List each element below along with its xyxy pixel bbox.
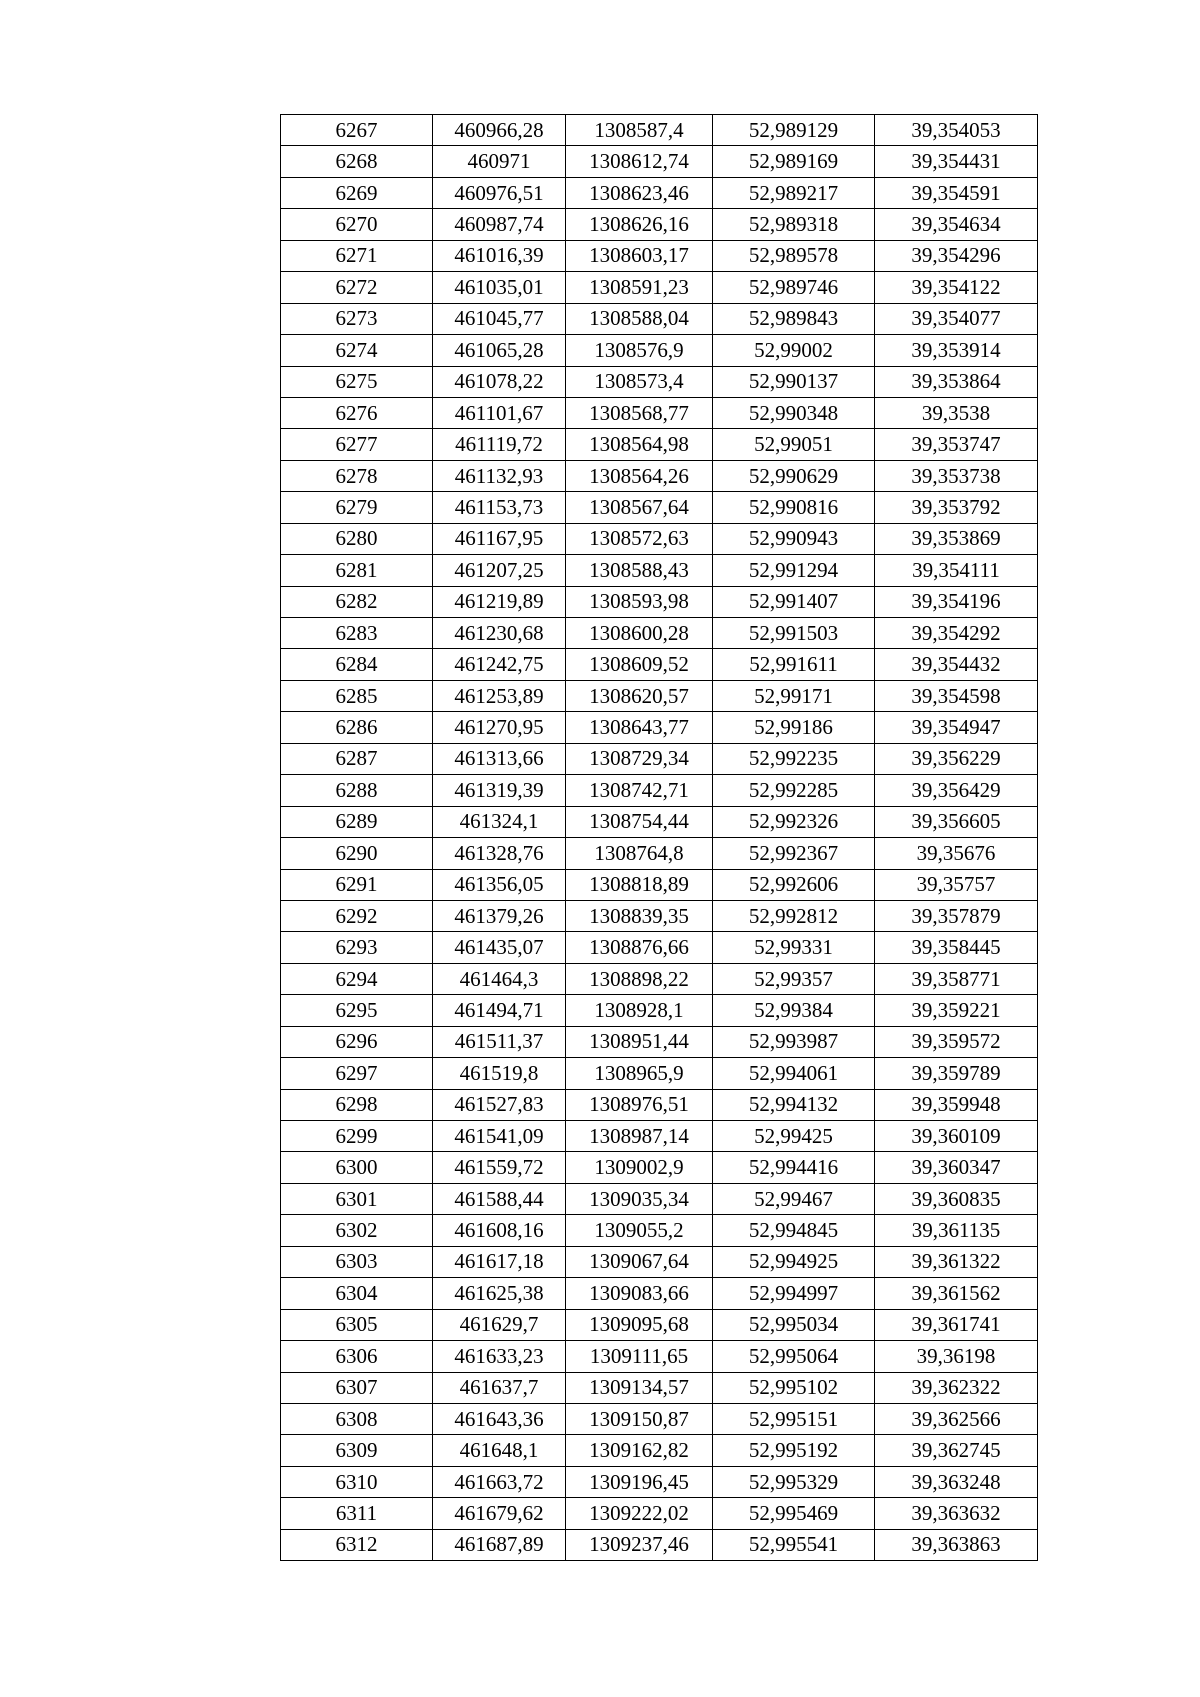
- point-number-cell: 6285: [281, 680, 433, 711]
- longitude-cell: 39,354077: [875, 303, 1038, 334]
- point-number-cell: 6301: [281, 1183, 433, 1214]
- latitude-cell: 52,994925: [713, 1246, 875, 1277]
- point-number-cell: 6291: [281, 869, 433, 900]
- table-row: [281, 303, 1038, 334]
- y-coordinate-cell: 1308620,57: [566, 680, 713, 711]
- point-number-cell: 6284: [281, 649, 433, 680]
- coordinates-table-body: [281, 115, 1038, 1561]
- point-number-cell: 6312: [281, 1529, 433, 1560]
- table-row: [281, 995, 1038, 1026]
- point-number-cell: 6298: [281, 1089, 433, 1120]
- latitude-cell: 52,995034: [713, 1309, 875, 1340]
- table-row: [281, 1372, 1038, 1403]
- longitude-cell: 39,354431: [875, 146, 1038, 177]
- y-coordinate-cell: 1308754,44: [566, 806, 713, 837]
- longitude-cell: 39,361322: [875, 1246, 1038, 1277]
- point-number-cell: 6288: [281, 775, 433, 806]
- longitude-cell: 39,353792: [875, 492, 1038, 523]
- latitude-cell: 52,995064: [713, 1341, 875, 1372]
- latitude-cell: 52,990137: [713, 366, 875, 397]
- y-coordinate-cell: 1308928,1: [566, 995, 713, 1026]
- y-coordinate-cell: 1309222,02: [566, 1498, 713, 1529]
- point-number-cell: 6277: [281, 429, 433, 460]
- y-coordinate-cell: 1308591,23: [566, 272, 713, 303]
- x-coordinate-cell: 461464,3: [433, 963, 566, 994]
- point-number-cell: 6278: [281, 460, 433, 491]
- y-coordinate-cell: 1308876,66: [566, 932, 713, 963]
- table-row: [281, 1341, 1038, 1372]
- point-number-cell: 6306: [281, 1341, 433, 1372]
- longitude-cell: 39,360109: [875, 1121, 1038, 1152]
- x-coordinate-cell: 461253,89: [433, 680, 566, 711]
- table-row: [281, 869, 1038, 900]
- y-coordinate-cell: 1308588,43: [566, 555, 713, 586]
- y-coordinate-cell: 1309196,45: [566, 1466, 713, 1497]
- y-coordinate-cell: 1308572,63: [566, 523, 713, 554]
- x-coordinate-cell: 461527,83: [433, 1089, 566, 1120]
- longitude-cell: 39,35757: [875, 869, 1038, 900]
- table-row: [281, 366, 1038, 397]
- y-coordinate-cell: 1309035,34: [566, 1183, 713, 1214]
- latitude-cell: 52,991611: [713, 649, 875, 680]
- latitude-cell: 52,995192: [713, 1435, 875, 1466]
- y-coordinate-cell: 1309150,87: [566, 1403, 713, 1434]
- latitude-cell: 52,989217: [713, 177, 875, 208]
- longitude-cell: 39,363248: [875, 1466, 1038, 1497]
- longitude-cell: 39,357879: [875, 900, 1038, 931]
- latitude-cell: 52,990629: [713, 460, 875, 491]
- x-coordinate-cell: 461219,89: [433, 586, 566, 617]
- latitude-cell: 52,992235: [713, 743, 875, 774]
- x-coordinate-cell: 461045,77: [433, 303, 566, 334]
- table-row: [281, 272, 1038, 303]
- point-number-cell: 6304: [281, 1278, 433, 1309]
- point-number-cell: 6275: [281, 366, 433, 397]
- y-coordinate-cell: 1309111,65: [566, 1341, 713, 1372]
- longitude-cell: 39,354196: [875, 586, 1038, 617]
- table-row: [281, 1403, 1038, 1434]
- x-coordinate-cell: 461230,68: [433, 618, 566, 649]
- latitude-cell: 52,990943: [713, 523, 875, 554]
- latitude-cell: 52,99186: [713, 712, 875, 743]
- latitude-cell: 52,994416: [713, 1152, 875, 1183]
- longitude-cell: 39,354111: [875, 555, 1038, 586]
- x-coordinate-cell: 460976,51: [433, 177, 566, 208]
- x-coordinate-cell: 461648,1: [433, 1435, 566, 1466]
- table-row: [281, 806, 1038, 837]
- point-number-cell: 6290: [281, 838, 433, 869]
- table-row: [281, 1121, 1038, 1152]
- y-coordinate-cell: 1309162,82: [566, 1435, 713, 1466]
- longitude-cell: 39,354598: [875, 680, 1038, 711]
- longitude-cell: 39,354947: [875, 712, 1038, 743]
- y-coordinate-cell: 1309095,68: [566, 1309, 713, 1340]
- table-row: [281, 618, 1038, 649]
- latitude-cell: 52,99467: [713, 1183, 875, 1214]
- table-row: [281, 555, 1038, 586]
- table-row: [281, 429, 1038, 460]
- x-coordinate-cell: 461511,37: [433, 1026, 566, 1057]
- latitude-cell: 52,990816: [713, 492, 875, 523]
- y-coordinate-cell: 1308587,4: [566, 115, 713, 146]
- y-coordinate-cell: 1309083,66: [566, 1278, 713, 1309]
- table-row: [281, 460, 1038, 491]
- latitude-cell: 52,990348: [713, 397, 875, 428]
- y-coordinate-cell: 1308976,51: [566, 1089, 713, 1120]
- table-row: [281, 335, 1038, 366]
- longitude-cell: 39,353747: [875, 429, 1038, 460]
- y-coordinate-cell: 1308987,14: [566, 1121, 713, 1152]
- x-coordinate-cell: 461119,72: [433, 429, 566, 460]
- point-number-cell: 6297: [281, 1058, 433, 1089]
- x-coordinate-cell: 461101,67: [433, 397, 566, 428]
- y-coordinate-cell: 1308623,46: [566, 177, 713, 208]
- point-number-cell: 6292: [281, 900, 433, 931]
- x-coordinate-cell: 461643,36: [433, 1403, 566, 1434]
- latitude-cell: 52,99331: [713, 932, 875, 963]
- table-row: [281, 680, 1038, 711]
- latitude-cell: 52,995469: [713, 1498, 875, 1529]
- longitude-cell: 39,363863: [875, 1529, 1038, 1560]
- longitude-cell: 39,359789: [875, 1058, 1038, 1089]
- longitude-cell: 39,354122: [875, 272, 1038, 303]
- x-coordinate-cell: 461324,1: [433, 806, 566, 837]
- latitude-cell: 52,99171: [713, 680, 875, 711]
- latitude-cell: 52,995541: [713, 1529, 875, 1560]
- latitude-cell: 52,995329: [713, 1466, 875, 1497]
- x-coordinate-cell: 461242,75: [433, 649, 566, 680]
- latitude-cell: 52,989578: [713, 240, 875, 271]
- latitude-cell: 52,993987: [713, 1026, 875, 1057]
- y-coordinate-cell: 1308609,52: [566, 649, 713, 680]
- point-number-cell: 6293: [281, 932, 433, 963]
- longitude-cell: 39,353914: [875, 335, 1038, 366]
- table-row: [281, 209, 1038, 240]
- latitude-cell: 52,994132: [713, 1089, 875, 1120]
- y-coordinate-cell: 1308839,35: [566, 900, 713, 931]
- longitude-cell: 39,359948: [875, 1089, 1038, 1120]
- latitude-cell: 52,989843: [713, 303, 875, 334]
- point-number-cell: 6283: [281, 618, 433, 649]
- longitude-cell: 39,354432: [875, 649, 1038, 680]
- y-coordinate-cell: 1308603,17: [566, 240, 713, 271]
- point-number-cell: 6280: [281, 523, 433, 554]
- x-coordinate-cell: 461637,7: [433, 1372, 566, 1403]
- x-coordinate-cell: 461132,93: [433, 460, 566, 491]
- x-coordinate-cell: 461625,38: [433, 1278, 566, 1309]
- point-number-cell: 6268: [281, 146, 433, 177]
- longitude-cell: 39,359572: [875, 1026, 1038, 1057]
- point-number-cell: 6305: [281, 1309, 433, 1340]
- x-coordinate-cell: 461687,89: [433, 1529, 566, 1560]
- y-coordinate-cell: 1309002,9: [566, 1152, 713, 1183]
- longitude-cell: 39,362322: [875, 1372, 1038, 1403]
- y-coordinate-cell: 1308564,98: [566, 429, 713, 460]
- table-row: [281, 1278, 1038, 1309]
- point-number-cell: 6272: [281, 272, 433, 303]
- x-coordinate-cell: 461207,25: [433, 555, 566, 586]
- y-coordinate-cell: 1308612,74: [566, 146, 713, 177]
- table-row: [281, 838, 1038, 869]
- table-row: [281, 586, 1038, 617]
- table-row: [281, 397, 1038, 428]
- longitude-cell: 39,358771: [875, 963, 1038, 994]
- longitude-cell: 39,358445: [875, 932, 1038, 963]
- x-coordinate-cell: 461016,39: [433, 240, 566, 271]
- point-number-cell: 6299: [281, 1121, 433, 1152]
- y-coordinate-cell: 1308626,16: [566, 209, 713, 240]
- x-coordinate-cell: 461663,72: [433, 1466, 566, 1497]
- x-coordinate-cell: 461319,39: [433, 775, 566, 806]
- table-row: [281, 1183, 1038, 1214]
- point-number-cell: 6289: [281, 806, 433, 837]
- longitude-cell: 39,353738: [875, 460, 1038, 491]
- x-coordinate-cell: 461633,23: [433, 1341, 566, 1372]
- table-row: [281, 900, 1038, 931]
- point-number-cell: 6286: [281, 712, 433, 743]
- y-coordinate-cell: 1308567,64: [566, 492, 713, 523]
- point-number-cell: 6270: [281, 209, 433, 240]
- x-coordinate-cell: 461313,66: [433, 743, 566, 774]
- x-coordinate-cell: 461153,73: [433, 492, 566, 523]
- point-number-cell: 6287: [281, 743, 433, 774]
- longitude-cell: 39,362566: [875, 1403, 1038, 1434]
- table-row: [281, 1435, 1038, 1466]
- table-row: [281, 1309, 1038, 1340]
- x-coordinate-cell: 460971: [433, 146, 566, 177]
- latitude-cell: 52,992812: [713, 900, 875, 931]
- point-number-cell: 6295: [281, 995, 433, 1026]
- x-coordinate-cell: 461435,07: [433, 932, 566, 963]
- table-row: [281, 1246, 1038, 1277]
- table-row: [281, 1498, 1038, 1529]
- point-number-cell: 6303: [281, 1246, 433, 1277]
- latitude-cell: 52,989169: [713, 146, 875, 177]
- point-number-cell: 6308: [281, 1403, 433, 1434]
- x-coordinate-cell: 461588,44: [433, 1183, 566, 1214]
- y-coordinate-cell: 1308643,77: [566, 712, 713, 743]
- longitude-cell: 39,361135: [875, 1215, 1038, 1246]
- point-number-cell: 6271: [281, 240, 433, 271]
- latitude-cell: 52,991503: [713, 618, 875, 649]
- y-coordinate-cell: 1308564,26: [566, 460, 713, 491]
- table-row: [281, 1529, 1038, 1560]
- table-row: [281, 712, 1038, 743]
- point-number-cell: 6296: [281, 1026, 433, 1057]
- longitude-cell: 39,359221: [875, 995, 1038, 1026]
- table-row: [281, 523, 1038, 554]
- table-row: [281, 240, 1038, 271]
- latitude-cell: 52,991407: [713, 586, 875, 617]
- x-coordinate-cell: 460966,28: [433, 115, 566, 146]
- x-coordinate-cell: 461078,22: [433, 366, 566, 397]
- point-number-cell: 6279: [281, 492, 433, 523]
- y-coordinate-cell: 1308593,98: [566, 586, 713, 617]
- latitude-cell: 52,994845: [713, 1215, 875, 1246]
- longitude-cell: 39,356605: [875, 806, 1038, 837]
- y-coordinate-cell: 1308898,22: [566, 963, 713, 994]
- point-number-cell: 6300: [281, 1152, 433, 1183]
- longitude-cell: 39,354296: [875, 240, 1038, 271]
- y-coordinate-cell: 1309055,2: [566, 1215, 713, 1246]
- longitude-cell: 39,356429: [875, 775, 1038, 806]
- table-row: [281, 492, 1038, 523]
- longitude-cell: 39,353864: [875, 366, 1038, 397]
- x-coordinate-cell: 461541,09: [433, 1121, 566, 1152]
- latitude-cell: 52,99002: [713, 335, 875, 366]
- point-number-cell: 6267: [281, 115, 433, 146]
- latitude-cell: 52,992606: [713, 869, 875, 900]
- longitude-cell: 39,354053: [875, 115, 1038, 146]
- y-coordinate-cell: 1308951,44: [566, 1026, 713, 1057]
- table-row: [281, 963, 1038, 994]
- table-row: [281, 146, 1038, 177]
- x-coordinate-cell: 460987,74: [433, 209, 566, 240]
- longitude-cell: 39,354591: [875, 177, 1038, 208]
- point-number-cell: 6309: [281, 1435, 433, 1466]
- table-row: [281, 775, 1038, 806]
- longitude-cell: 39,3538: [875, 397, 1038, 428]
- longitude-cell: 39,354634: [875, 209, 1038, 240]
- x-coordinate-cell: 461065,28: [433, 335, 566, 366]
- point-number-cell: 6310: [281, 1466, 433, 1497]
- x-coordinate-cell: 461608,16: [433, 1215, 566, 1246]
- latitude-cell: 52,992367: [713, 838, 875, 869]
- table-row: [281, 1152, 1038, 1183]
- table-row: [281, 1058, 1038, 1089]
- y-coordinate-cell: 1308568,77: [566, 397, 713, 428]
- longitude-cell: 39,363632: [875, 1498, 1038, 1529]
- x-coordinate-cell: 461356,05: [433, 869, 566, 900]
- latitude-cell: 52,994061: [713, 1058, 875, 1089]
- table-row: [281, 649, 1038, 680]
- point-number-cell: 6294: [281, 963, 433, 994]
- table-row: [281, 932, 1038, 963]
- y-coordinate-cell: 1308600,28: [566, 618, 713, 649]
- y-coordinate-cell: 1308729,34: [566, 743, 713, 774]
- longitude-cell: 39,353869: [875, 523, 1038, 554]
- x-coordinate-cell: 461270,95: [433, 712, 566, 743]
- x-coordinate-cell: 461167,95: [433, 523, 566, 554]
- latitude-cell: 52,994997: [713, 1278, 875, 1309]
- point-number-cell: 6274: [281, 335, 433, 366]
- table-row: [281, 1466, 1038, 1497]
- coordinates-table: [280, 114, 1038, 1561]
- point-number-cell: 6311: [281, 1498, 433, 1529]
- y-coordinate-cell: 1309134,57: [566, 1372, 713, 1403]
- y-coordinate-cell: 1308965,9: [566, 1058, 713, 1089]
- latitude-cell: 52,99425: [713, 1121, 875, 1152]
- point-number-cell: 6307: [281, 1372, 433, 1403]
- longitude-cell: 39,361741: [875, 1309, 1038, 1340]
- y-coordinate-cell: 1308588,04: [566, 303, 713, 334]
- table-row: [281, 177, 1038, 208]
- longitude-cell: 39,360835: [875, 1183, 1038, 1214]
- x-coordinate-cell: 461519,8: [433, 1058, 566, 1089]
- x-coordinate-cell: 461617,18: [433, 1246, 566, 1277]
- latitude-cell: 52,99357: [713, 963, 875, 994]
- point-number-cell: 6282: [281, 586, 433, 617]
- y-coordinate-cell: 1308576,9: [566, 335, 713, 366]
- x-coordinate-cell: 461328,76: [433, 838, 566, 869]
- latitude-cell: 52,989318: [713, 209, 875, 240]
- latitude-cell: 52,992326: [713, 806, 875, 837]
- longitude-cell: 39,35676: [875, 838, 1038, 869]
- x-coordinate-cell: 461629,7: [433, 1309, 566, 1340]
- point-number-cell: 6269: [281, 177, 433, 208]
- point-number-cell: 6302: [281, 1215, 433, 1246]
- longitude-cell: 39,360347: [875, 1152, 1038, 1183]
- x-coordinate-cell: 461559,72: [433, 1152, 566, 1183]
- x-coordinate-cell: 461494,71: [433, 995, 566, 1026]
- latitude-cell: 52,992285: [713, 775, 875, 806]
- y-coordinate-cell: 1309237,46: [566, 1529, 713, 1560]
- latitude-cell: 52,995102: [713, 1372, 875, 1403]
- y-coordinate-cell: 1309067,64: [566, 1246, 713, 1277]
- x-coordinate-cell: 461379,26: [433, 900, 566, 931]
- longitude-cell: 39,362745: [875, 1435, 1038, 1466]
- y-coordinate-cell: 1308742,71: [566, 775, 713, 806]
- latitude-cell: 52,989129: [713, 115, 875, 146]
- point-number-cell: 6273: [281, 303, 433, 334]
- y-coordinate-cell: 1308764,8: [566, 838, 713, 869]
- y-coordinate-cell: 1308573,4: [566, 366, 713, 397]
- point-number-cell: 6281: [281, 555, 433, 586]
- longitude-cell: 39,361562: [875, 1278, 1038, 1309]
- table-row: [281, 1215, 1038, 1246]
- table-row: [281, 1089, 1038, 1120]
- point-number-cell: 6276: [281, 397, 433, 428]
- y-coordinate-cell: 1308818,89: [566, 869, 713, 900]
- latitude-cell: 52,99384: [713, 995, 875, 1026]
- table-row: [281, 1026, 1038, 1057]
- latitude-cell: 52,991294: [713, 555, 875, 586]
- latitude-cell: 52,989746: [713, 272, 875, 303]
- table-row: [281, 115, 1038, 146]
- x-coordinate-cell: 461679,62: [433, 1498, 566, 1529]
- longitude-cell: 39,356229: [875, 743, 1038, 774]
- longitude-cell: 39,36198: [875, 1341, 1038, 1372]
- table-row: [281, 743, 1038, 774]
- latitude-cell: 52,995151: [713, 1403, 875, 1434]
- longitude-cell: 39,354292: [875, 618, 1038, 649]
- latitude-cell: 52,99051: [713, 429, 875, 460]
- x-coordinate-cell: 461035,01: [433, 272, 566, 303]
